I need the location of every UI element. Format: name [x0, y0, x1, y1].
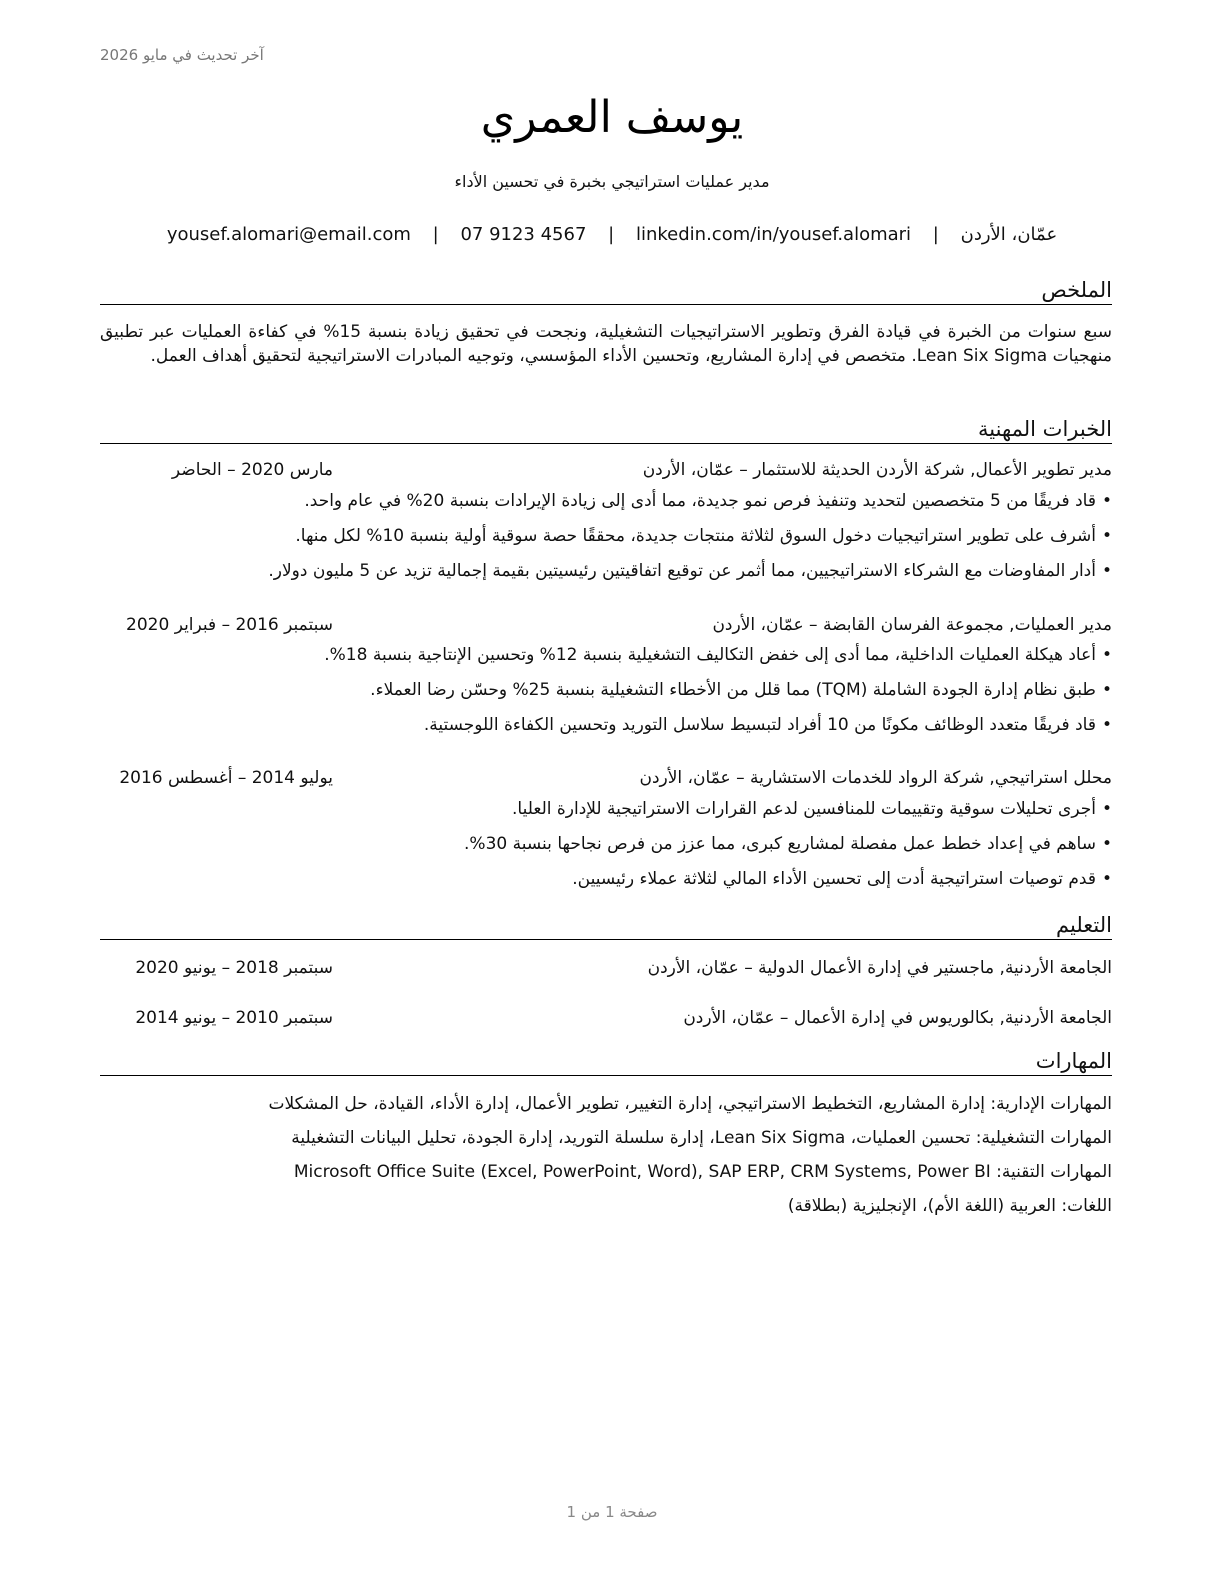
degree-title: الجامعة الأردنية, ماجستير في إدارة الأعمال الدولية – عمّان، الأردن [647, 958, 1112, 978]
bullet-icon: • [1101, 869, 1112, 889]
contact-line [0, 224, 1224, 245]
last-updated-note: آخر تحديث في مايو 2026 [100, 46, 264, 64]
job-title: مدير العمليات, مجموعة الفرسان القابضة – عمّان، الأردن [712, 615, 1112, 635]
bullet-icon: • [1101, 680, 1112, 700]
contact-linkedin[interactable]: linkedin.com/in/yousef.alomari [635, 224, 912, 245]
bullet-icon: • [1101, 715, 1112, 735]
job-dates: سبتمبر 2016 – فبراير 2020 [126, 615, 333, 635]
degree-dates: سبتمبر 2010 – يونيو 2014 [135, 1008, 333, 1028]
bullet-icon: • [1101, 526, 1112, 546]
bullet-text: أشرف على تطوير استراتيجيات دخول السوق لثلاثة منتجات جديدة، محققًا حصة سوقية أولية بنسبة 10% لكل منها. [295, 526, 1096, 546]
contact-separator: | [608, 224, 615, 245]
degree-dates: سبتمبر 2018 – يونيو 2020 [135, 958, 333, 978]
bullet-text: ساهم في إعداد خطط عمل مفصلة لمشاريع كبرى، مما عزز من فرص نجاحها بنسبة 30%. [464, 834, 1096, 854]
job-dates: مارس 2020 – الحاضر [171, 460, 333, 480]
skill-line: المهارات التشغيلية: تحسين العمليات، Lean Six Sigma، إدارة سلسلة التوريد، إدارة الجودة، تحليل البيانات التشغيلية [291, 1128, 1112, 1148]
bullet-icon: • [1101, 799, 1112, 819]
page-number: صفحة 1 من 1 [566, 1503, 658, 1521]
education-entry [100, 956, 1112, 980]
bullet-icon: • [1101, 645, 1112, 665]
bullet-icon: • [1101, 491, 1112, 511]
skill-line: اللغات: العربية (اللغة الأم)، الإنجليزية (بطلاقة) [787, 1196, 1112, 1216]
experience-bullet [100, 867, 1112, 891]
summary-text: سبع سنوات من الخبرة في قيادة الفرق وتطوير الاستراتيجيات التشغيلية، ونجحت في تحقيق زيادة بنسبة 15% في كفاءة العمليات عبر تطبيق منهجيات Lean Six Sigma. متخصص في إدارة المشاريع، وتحسين الأداء المؤسسي، وتوجيه المبادرات الاستراتيجية لتحقيق أهداف العمل. [100, 322, 1112, 366]
section-title-education: التعليم [100, 912, 1112, 940]
experience-entry-header [100, 458, 1112, 482]
contact-email[interactable]: yousef.alomari@email.com [166, 224, 411, 245]
degree-title: الجامعة الأردنية, بكالوريوس في إدارة الأعمال – عمّان، الأردن [683, 1008, 1112, 1028]
bullet-icon: • [1101, 834, 1112, 854]
bullet-text: أدار المفاوضات مع الشركاء الاستراتيجيين، مما أثمر عن توقيع اتفاقيتين رئيسيتين بقيمة إجمالية تزيد عن 5 مليون دولار. [268, 561, 1096, 581]
bullet-text: قاد فريقًا متعدد الوظائف مكونًا من 10 أفراد لتبسيط سلاسل التوريد وتحسين الكفاءة اللوجستية. [423, 715, 1096, 735]
experience-bullet [100, 832, 1112, 856]
experience-bullet [100, 797, 1112, 821]
candidate-name: يوسف العمري [480, 92, 744, 143]
section-title-experience: الخبرات المهنية [100, 416, 1112, 444]
contact-location: عمّان، الأردن [960, 224, 1058, 245]
experience-entry-header [100, 613, 1112, 637]
job-title: محلل استراتيجي, شركة الرواد للخدمات الاستشارية – عمّان، الأردن [639, 768, 1112, 788]
bullet-text: قدم توصيات استراتيجية أدت إلى تحسين الأداء المالي لثلاثة عملاء رئيسيين. [572, 869, 1096, 889]
experience-entry-header [100, 766, 1112, 790]
skill-line: المهارات الإدارية: إدارة المشاريع، التخطيط الاستراتيجي، إدارة التغيير، تطوير الأعمال، إدارة الأداء، القيادة، حل المشكلات [268, 1094, 1112, 1114]
experience-bullet [100, 643, 1112, 667]
candidate-headline: مدير عمليات استراتيجي بخبرة في تحسين الأداء [454, 172, 770, 191]
contact-separator: | [932, 224, 939, 245]
experience-bullet [100, 559, 1112, 583]
bullet-text: طبق نظام إدارة الجودة الشاملة (TQM) مما قلل من الأخطاء التشغيلية بنسبة 25% وحسّن رضا العملاء. [370, 680, 1096, 700]
bullet-icon: • [1101, 561, 1112, 581]
bullet-text: قاد فريقًا من 5 متخصصين لتحديد وتنفيذ فرص نمو جديدة، مما أدى إلى زيادة الإيرادات بنسبة 20% في عام واحد. [304, 491, 1096, 511]
education-entry [100, 1006, 1112, 1030]
job-dates: يوليو 2014 – أغسطس 2016 [119, 768, 333, 788]
section-title-summary: الملخص [100, 277, 1112, 305]
contact-phone[interactable]: 07 9123 4567 [460, 224, 587, 245]
bullet-text: أعاد هيكلة العمليات الداخلية، مما أدى إلى خفض التكاليف التشغيلية بنسبة 12% وتحسين الإنتاجية بنسبة 18%. [324, 645, 1096, 665]
skill-line: المهارات التقنية: Microsoft Office Suite (Excel, PowerPoint, Word), SAP ERP, CRM Systems, Power BI [293, 1162, 1112, 1182]
section-title-skills: المهارات [100, 1048, 1112, 1076]
experience-bullet [100, 524, 1112, 548]
experience-bullet [100, 678, 1112, 702]
experience-bullet [100, 489, 1112, 513]
contact-separator: | [432, 224, 439, 245]
bullet-text: أجرى تحليلات سوقية وتقييمات للمنافسين لدعم القرارات الاستراتيجية للإدارة العليا. [512, 799, 1096, 819]
job-title: مدير تطوير الأعمال, شركة الأردن الحديثة للاستثمار – عمّان، الأردن [642, 460, 1112, 480]
experience-bullet [100, 713, 1112, 737]
